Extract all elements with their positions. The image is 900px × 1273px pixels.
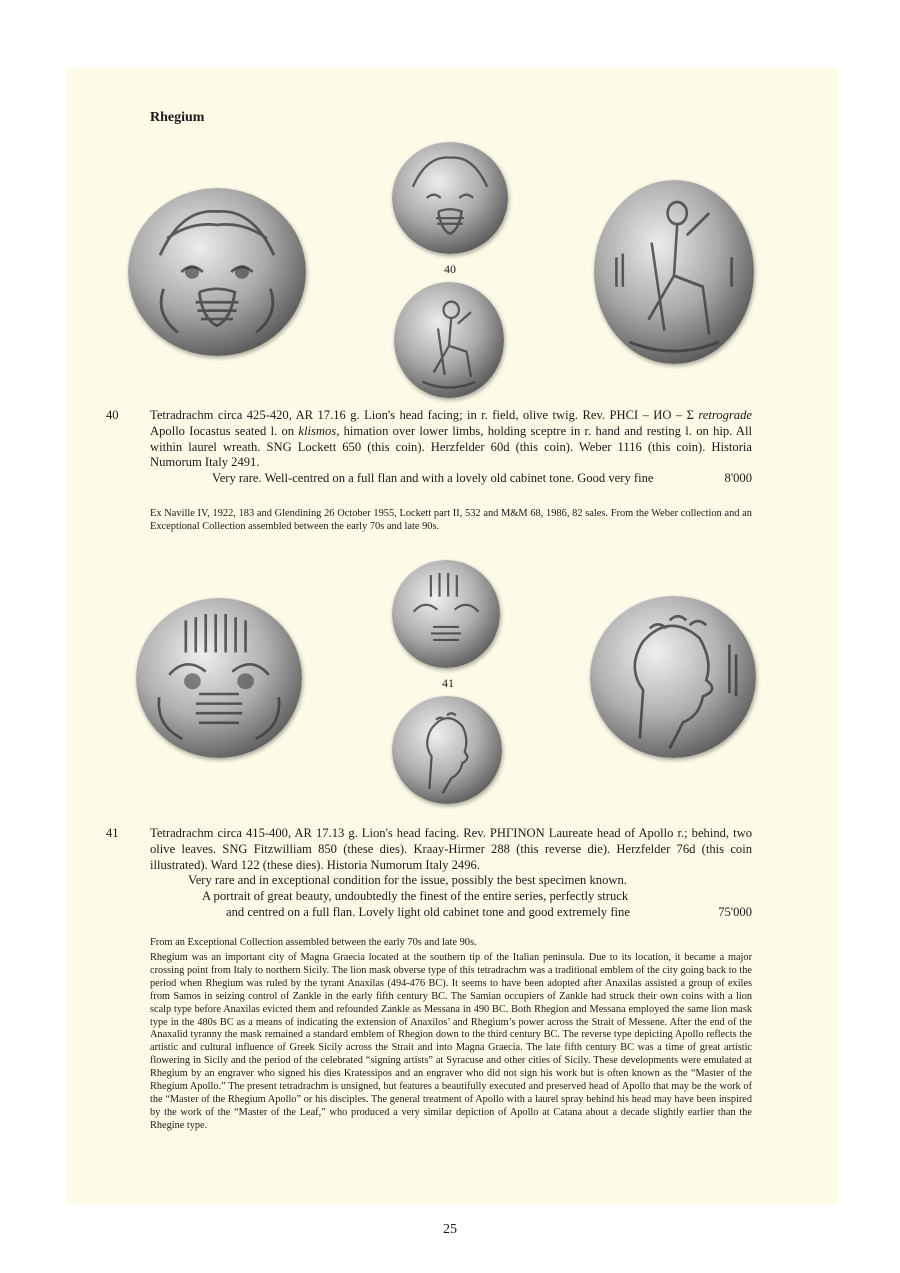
lot41-grade-line: Very rare and in exceptional condition for the issue, possibly the best specimen known. (188, 873, 627, 888)
lot40-reverse-small-coin-icon (394, 282, 504, 398)
lot40-price: 8'000 (724, 471, 752, 486)
lot40-desc-part: retrograde (698, 408, 752, 422)
section-heading: Rhegium (150, 110, 205, 125)
lot41-number: 41 (106, 826, 119, 840)
lot40-provenance: Ex Naville IV, 1922, 183 and Glendining 26 October 1955, Lockett part II, 532 and M&M 68, 1986, 82 sales. From the Weber collection and an Exceptional Collection assembled between the early 70s and late 90s. (150, 508, 752, 532)
page-number: 25 (443, 1222, 457, 1237)
lot40-desc-part: Tetradrachm circa 425-420, AR 17.16 g. Lion's head facing; in r. field, olive twig. Rev. ΡΗCΙ – ИО – Σ (150, 408, 699, 422)
lot41-description: Tetradrachm circa 415-400, AR 17.13 g. Lion's head facing. Rev. ΡΗΓΙΝΟΝ Laureate head of Apollo r.; behind, two olive leaves. SNG Fitzwilliam 850 (these dies). Kraay-Hirmer 288 (this reverse die). Herzfelder 76d (this coin illustrated). Ward 122 (these dies). Historia Numorum Italy 2496. (150, 826, 752, 872)
lot41-historical-note: Rhegium was an important city of Magna Graecia located at the southern tip of the Italian peninsula. Due to its location, it became a major crossing point from Italy to northern Sicily. The lion mask obverse type of this tetradrachm was a traditional emblem of the city going back to the period when Rhegium was ruled by the tyrant Anaxilas (494-476 BC). It seems to have been adopted after Anaxilas assisted a group of exiles from Samos in seizing control of Zankle in the early fifth century BC. The Samian occupiers of Zankle had struck their own coins with a lion scalp type before Anaxilas evicted them and refounded Zankle as Messana in 490 BC. Both Rhegion and Messana employed the same lion mask type in the 480s BC as a means of indicating the extension of Anaxilos’ and Rhegium’s power across the Strait of Messene. After the end of the Anaxalid tyranny the mask remained a standard emblem of Rhegion down to the third century BC. The reverse type depicting Apollo reflects the artistic and cultural influence of Greek Sicily across the Strait and into Magna Graecia. The late fifth century BC was a time of great artistic flowering in Sicily and the period of the celebrated “signing artists” at Syracuse and other cities of Sicily. These developments were emulated at Rhegium by an engraver who signed his dies Kratessipos and an engraver who did not sign his work but is often known as the “Master of the Rhegium Apollo.” The present tetradrachm is unsigned, but features a beautifully executed and preserved head of Apollo that may be the work of the “Master of the Rhegium Apollo” or his disciples. The general treatment of Apollo with a laurel spray behind his head may have been inspired by the work of the “Master of the Leaf,” who produced a very similar depiction of Apollo at Catana about a decade slightly earlier than the Rhegine type. (150, 952, 752, 1131)
lot41-obverse-small-coin-icon (392, 560, 500, 668)
lot40-number: 40 (106, 408, 119, 422)
lot41-center-label: 41 (442, 676, 454, 690)
lot41-price: 75'000 (718, 904, 752, 919)
lot40-desc-part: klismos (298, 423, 337, 438)
lot41-provenance: From an Exceptional Collection assembled between the early 70s and late 90s. (150, 937, 477, 948)
lot40-desc-part: Apollo Iocastus seated l. on (150, 423, 299, 438)
lot40-desc-part: , himation over lower limbs, holding sceptre in r. hand and resting l. on hip. All within laurel wreath. SNG Lockett 650 (this coin). Herzfelder 60d (this coin). Weber 1116 (this coin). Historia Numorum Italy 2491. (150, 423, 753, 470)
lot41-grade-line: A portrait of great beauty, undoubtedly the finest of the entire series, perfectly struck (202, 889, 629, 904)
lot41-grade (150, 873, 752, 920)
lot40-description (150, 408, 752, 471)
lot40-grade-text: Very rare. Well-centred on a full flan and with a lovely old cabinet tone. Good very fine (212, 471, 654, 486)
lot41-grade-line: and centred on a full flan. Lovely light old cabinet tone and good extremely fine (226, 904, 630, 919)
lot40-entry (106, 408, 752, 487)
lot40-center-label: 40 (444, 262, 456, 276)
lot41-entry (106, 826, 752, 921)
lot40-obverse-small-coin-icon (392, 142, 508, 254)
lot40-obverse-large-coin-icon (128, 188, 306, 356)
lot40-grade (150, 471, 752, 487)
lot41-reverse-small-coin-icon (392, 696, 502, 804)
lot41-reverse-large-coin-icon (590, 596, 756, 758)
lot40-reverse-large-coin-icon (594, 180, 754, 364)
lot41-obverse-large-coin-icon (136, 598, 302, 758)
